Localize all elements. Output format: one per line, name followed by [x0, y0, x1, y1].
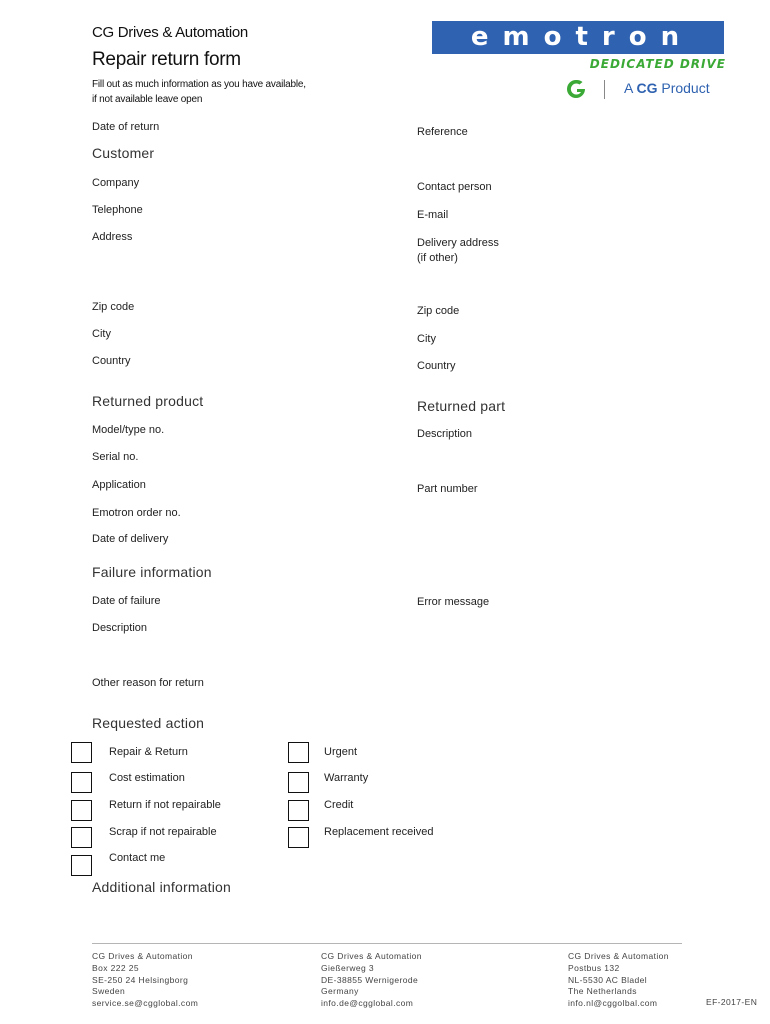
delivery-country-label: Country [417, 360, 456, 372]
logo-tagline: DEDICATED DRIVE [589, 57, 726, 71]
footer-street: Postbus 132 [568, 962, 620, 973]
emotron-logo: emotron [432, 21, 724, 54]
date-of-return-label: Date of return [92, 121, 160, 133]
part-number-label: Part number [417, 483, 478, 495]
form-code: EF-2017-EN [706, 997, 758, 1007]
serial-no-label: Serial no. [92, 451, 139, 463]
repair-and-return-label: Repair & Return [109, 746, 188, 758]
footer-divider [92, 943, 682, 944]
failure-description-label: Description [92, 622, 148, 634]
credit-checkbox[interactable] [288, 800, 309, 821]
repair-and-return-checkbox[interactable] [71, 742, 92, 763]
emotron-order-no-label: Emotron order no. [92, 507, 181, 519]
reference-label: Reference [417, 126, 468, 138]
return-if-not-repairable-checkbox[interactable] [71, 800, 92, 821]
footer-company: CG Drives & Automation [92, 951, 193, 961]
warranty-label: Warranty [324, 772, 369, 784]
failure-information-heading: Failure information [92, 564, 212, 580]
return-if-not-repairable-label: Return if not repairable [109, 799, 221, 811]
scrap-if-not-repairable-checkbox[interactable] [71, 827, 92, 848]
other-reason-label: Other reason for return [92, 677, 204, 689]
footer-email: info.nl@cggolbal.com [568, 998, 658, 1009]
model-type-label: Model/type no. [92, 424, 165, 436]
footer-country: The Netherlands [568, 986, 637, 997]
footer-address-sweden [92, 951, 198, 1010]
contact-me-checkbox[interactable] [71, 855, 92, 876]
scrap-if-not-repairable-label: Scrap if not repairable [109, 826, 217, 838]
footer-address-netherlands [568, 951, 669, 1010]
urgent-checkbox[interactable] [288, 742, 309, 763]
delivery-address-label: Delivery address [417, 237, 499, 249]
cg-product-label: A CG Product [624, 80, 710, 96]
delivery-city-label: City [417, 333, 436, 345]
footer-email: service.se@cgglobal.com [92, 998, 199, 1009]
footer-street: Gießerweg 3 [321, 962, 375, 973]
footer-city: DE-38855 Wernigerode [321, 974, 419, 985]
delivery-address-note: (if other) [417, 252, 458, 264]
returned-part-heading: Returned part [417, 398, 506, 414]
instruction-line-2: if not available leave open [92, 94, 203, 105]
footer-city: SE-250 24 Helsingborg [92, 974, 189, 985]
city-label: City [92, 328, 111, 340]
zip-code-label: Zip code [92, 301, 135, 313]
footer-street: Box 222 25 [92, 962, 140, 973]
footer-company: CG Drives & Automation [321, 951, 422, 961]
instruction-line-1: Fill out as much information as you have available, [92, 79, 306, 90]
footer-country: Germany [321, 986, 359, 997]
email-label: E-mail [417, 209, 449, 221]
cg-logo-icon [564, 78, 588, 100]
address-label: Address [92, 231, 133, 243]
additional-information-heading: Additional information [92, 879, 232, 895]
urgent-label: Urgent [324, 746, 358, 758]
footer-city: NL-5530 AC Bladel [568, 974, 648, 985]
date-of-failure-label: Date of failure [92, 595, 161, 607]
telephone-label: Telephone [92, 204, 143, 216]
customer-heading: Customer [92, 145, 155, 161]
company-label: Company [92, 177, 140, 189]
warranty-checkbox[interactable] [288, 772, 309, 793]
footer-address-germany [321, 951, 422, 1010]
country-label: Country [92, 355, 131, 367]
error-message-label: Error message [417, 596, 490, 608]
contact-person-label: Contact person [417, 181, 492, 193]
contact-me-label: Contact me [109, 852, 166, 864]
cost-estimation-label: Cost estimation [109, 772, 185, 784]
application-label: Application [92, 479, 146, 491]
form-title: Repair return form [92, 49, 241, 70]
replacement-received-label: Replacement received [324, 826, 434, 838]
company-name: CG Drives & Automation [92, 24, 248, 41]
part-description-label: Description [417, 428, 473, 440]
requested-action-heading: Requested action [92, 715, 205, 731]
credit-label: Credit [324, 799, 354, 811]
cost-estimation-checkbox[interactable] [71, 772, 92, 793]
footer-email: info.de@cgglobal.com [321, 998, 414, 1009]
footer-country: Sweden [92, 986, 126, 997]
delivery-zip-code-label: Zip code [417, 305, 460, 317]
returned-product-heading: Returned product [92, 393, 204, 409]
replacement-received-checkbox[interactable] [288, 827, 309, 848]
footer-company: CG Drives & Automation [568, 951, 669, 961]
logo-divider [604, 80, 605, 99]
date-of-delivery-label: Date of delivery [92, 533, 169, 545]
